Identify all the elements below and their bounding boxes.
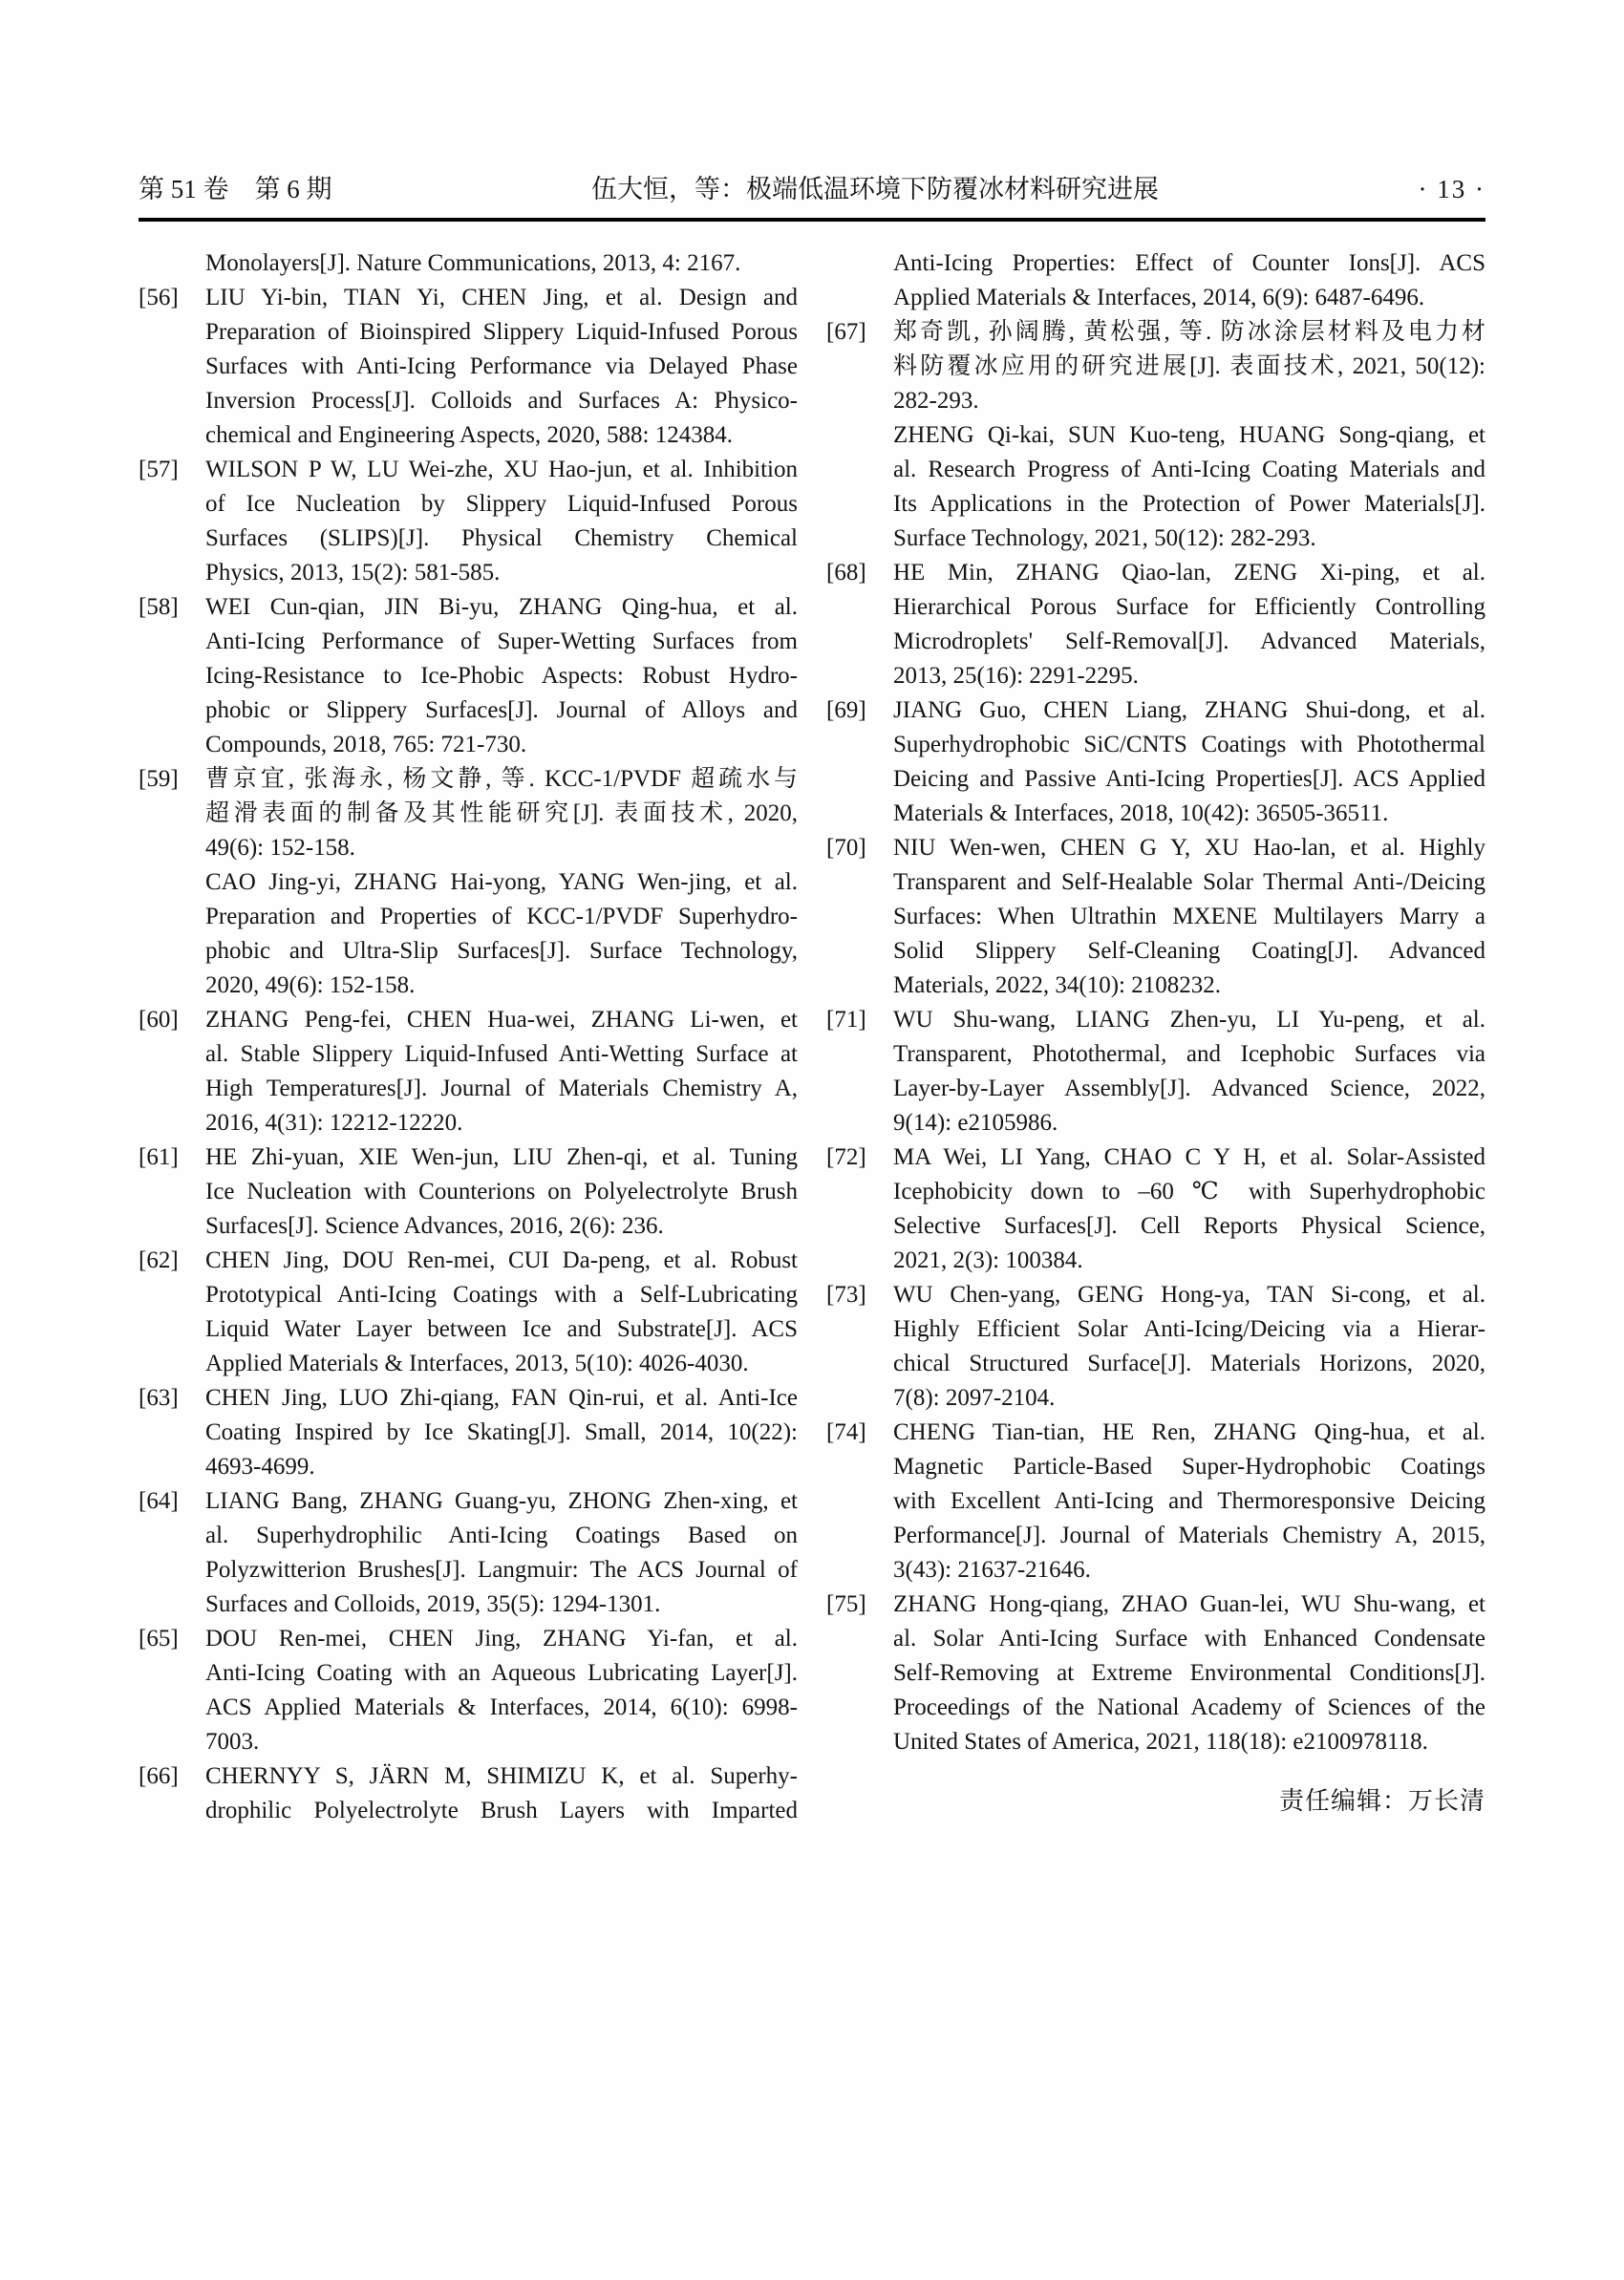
reference-item [139, 1759, 798, 1828]
reference-line: MA Wei, LI Yang, CHAO C Y H, et al. Solar-Assisted [893, 1144, 1485, 1170]
reference-continuation [826, 246, 1485, 315]
header-rule [139, 218, 1485, 222]
reference-line: Applied Materials & Interfaces, 2013, 5(10): 4026-4030. [205, 1351, 749, 1376]
reference-line: chical Structured Surface[J]. Materials Horizons, 2020, [893, 1351, 1485, 1376]
reference-number: [67] [826, 319, 866, 345]
reference-line: CHERNYY S, JÄRN M, SHIMIZU K, et al. Superhy- [205, 1763, 798, 1789]
reference-number: [56] [139, 285, 179, 310]
reference-line: Proceedings of the National Academy of Sciences of the [893, 1694, 1485, 1720]
reference-line: Surfaces with Anti-Icing Performance via Delayed Phase [205, 353, 798, 379]
reference-line: High Temperatures[J]. Journal of Materials Chemistry A, [205, 1076, 798, 1101]
reference-number: [65] [139, 1626, 179, 1651]
reference-line: WEI Cun-qian, JIN Bi-yu, ZHANG Qing-hua, et al. [205, 594, 798, 620]
reference-line: Preparation and Properties of KCC-1/PVDF Superhydro- [205, 904, 798, 929]
references-section [139, 246, 1485, 1828]
reference-line: Microdroplets' Self-Removal[J]. Advanced Materials, [893, 629, 1485, 654]
reference-continuation [139, 246, 798, 281]
reference-line: WILSON P W, LU Wei-zhe, XU Hao-jun, et al. Inhibition [205, 457, 798, 482]
reference-item [139, 762, 798, 865]
references-list-right [826, 246, 1485, 1759]
reference-line: 49(6): 152-158. [205, 835, 355, 861]
reference-line: Ice Nucleation with Counterions on Polyelectrolyte Brush [205, 1179, 798, 1204]
reference-item [826, 1587, 1485, 1759]
reference-number: [58] [139, 594, 179, 620]
reference-line: 2020, 49(6): 152-158. [205, 972, 416, 998]
reference-number: [72] [826, 1144, 866, 1170]
reference-line: CHENG Tian-tian, HE Ren, ZHANG Qing-hua, et al. [893, 1419, 1485, 1445]
reference-line: 7003. [205, 1729, 260, 1755]
reference-line: ZHANG Peng-fei, CHEN Hua-wei, ZHANG Li-wen, et [205, 1007, 798, 1033]
reference-item [139, 1244, 798, 1381]
reference-item [826, 1278, 1485, 1416]
reference-line: Materials & Interfaces, 2018, 10(42): 36505-36511. [893, 800, 1389, 826]
reference-number: [70] [826, 835, 866, 861]
header-volume-issue: 第 51 卷 第 6 期 [139, 175, 332, 203]
reference-line: of Ice Nucleation by Slippery Liquid-Infused Porous [205, 491, 798, 517]
reference-line: Surface Technology, 2021, 50(12): 282-293. [893, 525, 1316, 551]
reference-line: WU Chen-yang, GENG Hong-ya, TAN Si-cong, et al. [893, 1282, 1485, 1308]
reference-number: [75] [826, 1591, 866, 1617]
reference-line: Monolayers[J]. Nature Communications, 2013, 4: 2167. [205, 250, 741, 276]
reference-line: Self-Removing at Extreme Environmental Conditions[J]. [893, 1660, 1485, 1686]
reference-line: Surfaces: When Ultrathin MXENE Multilayers Marry a [893, 904, 1485, 929]
reference-item [139, 1622, 798, 1759]
reference-line: 郑奇凯, 孙阔腾, 黄松强, 等. 防冰涂层材料及电力材 [893, 319, 1485, 345]
reference-line: al. Solar Anti-Icing Surface with Enhanced Condensate [893, 1626, 1485, 1651]
header-running-title: 伍大恒，等：极端低温环境下防覆冰材料研究进展 [591, 175, 1159, 203]
reference-line: JIANG Guo, CHEN Liang, ZHANG Shui-dong, et al. [893, 697, 1485, 723]
reference-line: phobic or Slippery Surfaces[J]. Journal of Alloys and [205, 697, 798, 723]
reference-line: 2016, 4(31): 12212-12220. [205, 1110, 463, 1136]
reference-line: Compounds, 2018, 765: 721-730. [205, 732, 527, 757]
reference-line: Polyzwitterion Brushes[J]. Langmuir: The ACS Journal of [205, 1557, 798, 1583]
reference-line: Hierarchical Porous Surface for Efficiently Controlling [893, 594, 1485, 620]
reference-line: 料防覆冰应用的研究进展[J]. 表面技术, 2021, 50(12): [893, 353, 1485, 379]
reference-line: LIU Yi-bin, TIAN Yi, CHEN Jing, et al. Design and [205, 285, 798, 310]
reference-line: 282-293. [893, 388, 979, 414]
reference-line: al. Superhydrophilic Anti-Icing Coatings Based on [205, 1523, 798, 1548]
reference-line: HE Zhi-yuan, XIE Wen-jun, LIU Zhen-qi, et al. Tuning [205, 1144, 798, 1170]
reference-item [139, 1484, 798, 1622]
reference-line: Layer-by-Layer Assembly[J]. Advanced Science, 2022, [893, 1076, 1485, 1101]
reference-line: Solid Slippery Self-Cleaning Coating[J]. Advanced [893, 938, 1485, 964]
reference-number: [74] [826, 1419, 866, 1445]
reference-number: [68] [826, 560, 866, 586]
reference-item [139, 590, 798, 762]
reference-line: Surfaces and Colloids, 2019, 35(5): 1294-1301. [205, 1591, 661, 1617]
reference-line: drophilic Polyelectrolyte Brush Layers with Imparted [205, 1798, 798, 1823]
reference-line: CHEN Jing, DOU Ren-mei, CUI Da-peng, et al. Robust [205, 1247, 798, 1273]
reference-line: chemical and Engineering Aspects, 2020, 588: 124384. [205, 422, 733, 448]
reference-number: [73] [826, 1282, 866, 1308]
reference-line: Transparent and Self-Healable Solar Thermal Anti-/Deicing [893, 869, 1485, 895]
reference-line: Highly Efficient Solar Anti-Icing/Deicing via a Hierar- [893, 1316, 1485, 1342]
reference-item [139, 453, 798, 590]
reference-line: Coating Inspired by Ice Skating[J]. Small, 2014, 10(22): [205, 1419, 798, 1445]
reference-item [139, 1140, 798, 1244]
reference-number: [66] [139, 1763, 179, 1789]
reference-number: [59] [139, 766, 179, 792]
reference-number: [60] [139, 1007, 179, 1033]
reference-line: Anti-Icing Coating with an Aqueous Lubricating Layer[J]. [205, 1660, 798, 1686]
reference-line: United States of America, 2021, 118(18): e2100978118. [893, 1729, 1428, 1755]
reference-line: 2021, 2(3): 100384. [893, 1247, 1083, 1273]
reference-line: phobic and Ultra-Slip Surfaces[J]. Surface Technology, [205, 938, 798, 964]
reference-line: Icing-Resistance to Ice-Phobic Aspects: Robust Hydro- [205, 663, 798, 689]
reference-item [826, 315, 1485, 418]
reference-line: Applied Materials & Interfaces, 2014, 6(9): 6487-6496. [893, 285, 1425, 310]
reference-line: 超滑表面的制备及其性能研究[J]. 表面技术, 2020, [205, 800, 798, 826]
reference-line: Inversion Process[J]. Colloids and Surfaces A: Physico- [205, 388, 798, 414]
reference-item [139, 1381, 798, 1484]
reference-item [826, 1003, 1485, 1140]
reference-line: 2013, 25(16): 2291-2295. [893, 663, 1139, 689]
reference-line: NIU Wen-wen, CHEN G Y, XU Hao-lan, et al. Highly [893, 835, 1485, 861]
reference-number: [69] [826, 697, 866, 723]
references-column-right [826, 246, 1485, 1828]
reference-number: [63] [139, 1385, 179, 1411]
reference-line: 4693-4699. [205, 1454, 315, 1480]
reference-line: CAO Jing-yi, ZHANG Hai-yong, YANG Wen-jing, et al. [205, 869, 798, 895]
reference-line: Surfaces[J]. Science Advances, 2016, 2(6): 236. [205, 1213, 664, 1239]
reference-line: Liquid Water Layer between Ice and Substrate[J]. ACS [205, 1316, 798, 1342]
reference-line: Icephobicity down to –60 ℃ with Superhydrophobic [893, 1179, 1485, 1204]
reference-line: Transparent, Photothermal, and Icephobic Surfaces via [893, 1041, 1485, 1067]
references-list-left [139, 246, 798, 1828]
reference-line: ZHANG Hong-qiang, ZHAO Guan-lei, WU Shu-wang, et [893, 1591, 1485, 1617]
reference-number: [57] [139, 457, 179, 482]
reference-line: Deicing and Passive Anti-Icing Properties[J]. ACS Applied [893, 766, 1485, 792]
reference-line: Performance[J]. Journal of Materials Chemistry A, 2015, [893, 1523, 1485, 1548]
reference-line: Superhydrophobic SiC/CNTS Coatings with Photothermal [893, 732, 1485, 757]
reference-line: Physics, 2013, 15(2): 581-585. [205, 560, 501, 586]
reference-number: [61] [139, 1144, 179, 1170]
reference-number: [64] [139, 1488, 179, 1514]
reference-line: DOU Ren-mei, CHEN Jing, ZHANG Yi-fan, et al. [205, 1626, 798, 1651]
reference-line: WU Shu-wang, LIANG Zhen-yu, LI Yu-peng, et al. [893, 1007, 1485, 1033]
reference-item [139, 1003, 798, 1140]
reference-line: Anti-Icing Performance of Super-Wetting Surfaces from [205, 629, 798, 654]
reference-line: LIANG Bang, ZHANG Guang-yu, ZHONG Zhen-xing, et [205, 1488, 798, 1514]
reference-line: 3(43): 21637-21646. [893, 1557, 1091, 1583]
reference-line: al. Research Progress of Anti-Icing Coating Materials and [893, 457, 1485, 482]
reference-line: with Excellent Anti-Icing and Thermoresponsive Deicing [893, 1488, 1485, 1514]
reference-item [826, 556, 1485, 693]
reference-line: Preparation of Bioinspired Slippery Liquid-Infused Porous [205, 319, 798, 345]
reference-line: Prototypical Anti-Icing Coatings with a Self-Lubricating [205, 1282, 798, 1308]
header-page-number: · 13 · [1418, 175, 1485, 203]
reference-line: Anti-Icing Properties: Effect of Counter Ions[J]. ACS [893, 250, 1485, 276]
reference-line: al. Stable Slippery Liquid-Infused Anti-Wetting Surface at [205, 1041, 798, 1067]
reference-line: 曹京宜, 张海永, 杨文静, 等. KCC-1/PVDF 超疏水与 [205, 766, 798, 792]
reference-line: 7(8): 2097-2104. [893, 1385, 1056, 1411]
reference-line: ZHENG Qi-kai, SUN Kuo-teng, HUANG Song-qiang, et [893, 422, 1485, 448]
reference-item [826, 693, 1485, 831]
reference-line: Magnetic Particle-Based Super-Hydrophobic Coatings [893, 1454, 1485, 1480]
reference-number: [62] [139, 1247, 179, 1273]
reference-line: CHEN Jing, LUO Zhi-qiang, FAN Qin-rui, et al. Anti-Ice [205, 1385, 798, 1411]
reference-line: Its Applications in the Protection of Power Materials[J]. [893, 491, 1485, 517]
page-header [139, 173, 1485, 205]
reference-line: 9(14): e2105986. [893, 1110, 1058, 1136]
reference-item [826, 831, 1485, 1003]
reference-line: Selective Surfaces[J]. Cell Reports Physical Science, [893, 1213, 1485, 1239]
reference-item [826, 1416, 1485, 1587]
reference-line: ACS Applied Materials & Interfaces, 2014, 6(10): 6998- [205, 1694, 798, 1720]
reference-item [139, 281, 798, 453]
reference-continuation [139, 865, 798, 1003]
reference-line: Surfaces (SLIPS)[J]. Physical Chemistry Chemical [205, 525, 798, 551]
references-column-left [139, 246, 798, 1828]
managing-editor-note: 责任编辑：万长清 [1278, 1787, 1485, 1815]
reference-line: Materials, 2022, 34(10): 2108232. [893, 972, 1222, 998]
reference-continuation [826, 418, 1485, 556]
reference-item [826, 1140, 1485, 1278]
reference-line: HE Min, ZHANG Qiao-lan, ZENG Xi-ping, et al. [893, 560, 1485, 586]
reference-number: [71] [826, 1007, 866, 1033]
